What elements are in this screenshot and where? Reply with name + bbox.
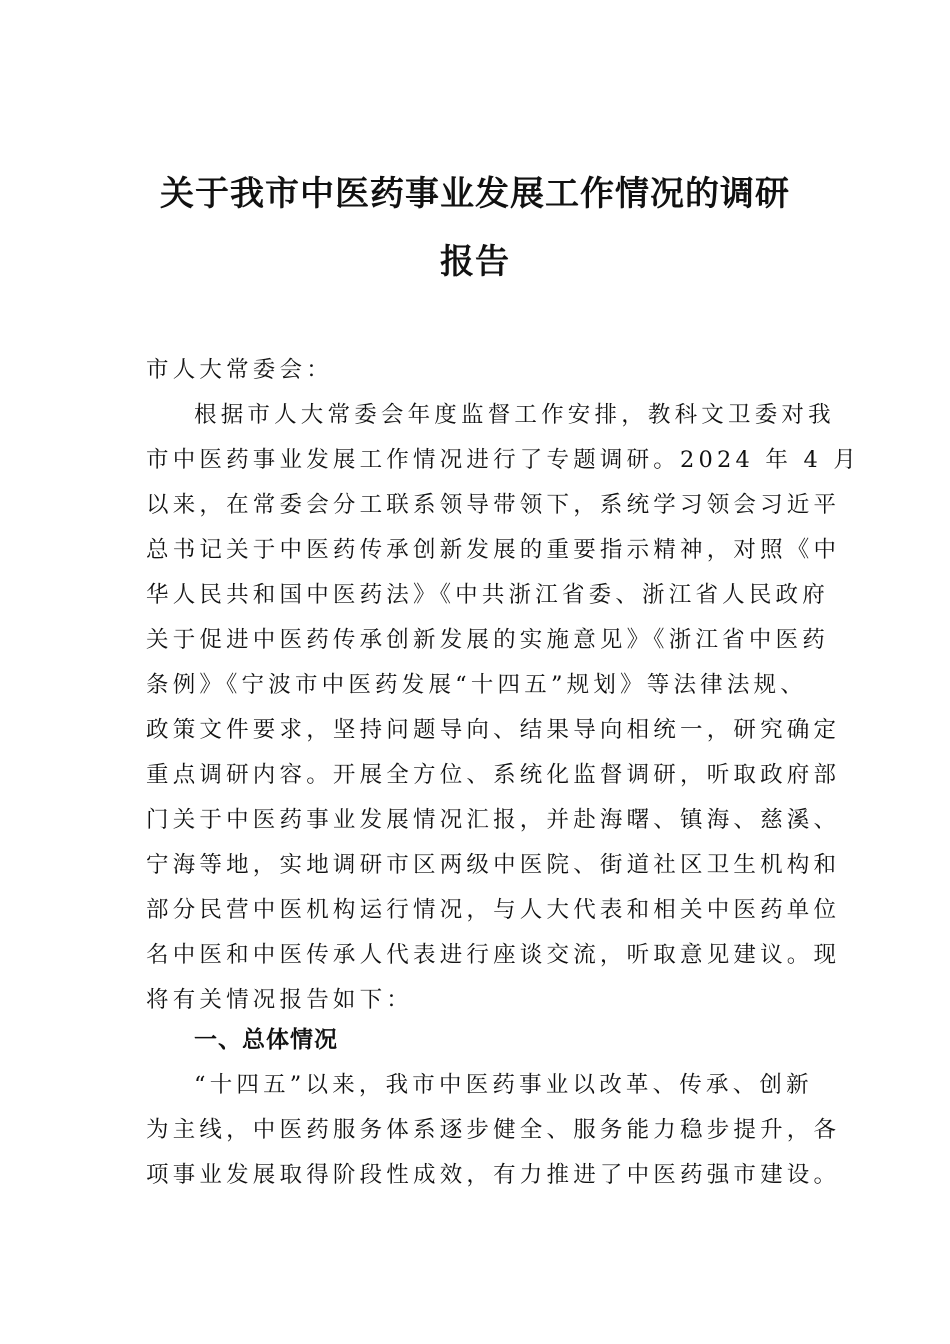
paragraph-line: 宁海等地，实地调研市区两级中医院、街道社区卫生机构和	[146, 852, 841, 878]
paragraph-line: 名中医和中医传承人代表进行座谈交流，听取意见建议。现	[146, 942, 841, 968]
paragraph-line: 将有关情况报告如下：	[146, 987, 414, 1013]
document-title-line-1: 关于我市中医药事业发展工作情况的调研	[160, 174, 790, 214]
paragraph-line: 项事业发展取得阶段性成效，有力推进了中医药强市建设。	[146, 1162, 841, 1188]
paragraph-line: 关于促进中医药传承创新发展的实施意见》《浙江省中医药	[146, 627, 829, 653]
paragraph-line: 市中医药事业发展工作情况进行了专题调研。2024 年 4 月	[146, 447, 861, 473]
salutation: 市人大常委会：	[146, 357, 333, 383]
section-heading: 一、总体情况	[194, 1027, 338, 1053]
paragraph-line: 部分民营中医机构运行情况，与人大代表和相关中医药单位	[146, 897, 841, 923]
paragraph-line: 为主线，中医药服务体系逐步健全、服务能力稳步提升，各	[146, 1117, 841, 1143]
paragraph-line: 华人民共和国中医药法》《中共浙江省委、浙江省人民政府	[146, 582, 829, 608]
paragraph-line: 总书记关于中医药传承创新发展的重要指示精神，对照《中	[146, 537, 841, 563]
paragraph-line: “十四五”以来，我市中医药事业以改革、传承、创新	[194, 1072, 813, 1098]
paragraph-line: 以来，在常委会分工联系领导带领下，系统学习领会习近平	[146, 492, 841, 518]
paragraph-line: 根据市人大常委会年度监督工作安排，教科文卫委对我	[194, 402, 835, 428]
paragraph-line: 条例》《宁波市中医药发展“十四五”规划》等法律法规、	[146, 672, 807, 698]
paragraph-line: 门关于中医药事业发展情况汇报，并赴海曙、镇海、慈溪、	[146, 807, 841, 833]
document-title-line-2: 报告	[440, 242, 510, 282]
paragraph-line: 重点调研内容。开展全方位、系统化监督调研，听取政府部	[146, 762, 841, 788]
paragraph-line: 政策文件要求，坚持问题导向、结果导向相统一，研究确定	[146, 717, 841, 743]
